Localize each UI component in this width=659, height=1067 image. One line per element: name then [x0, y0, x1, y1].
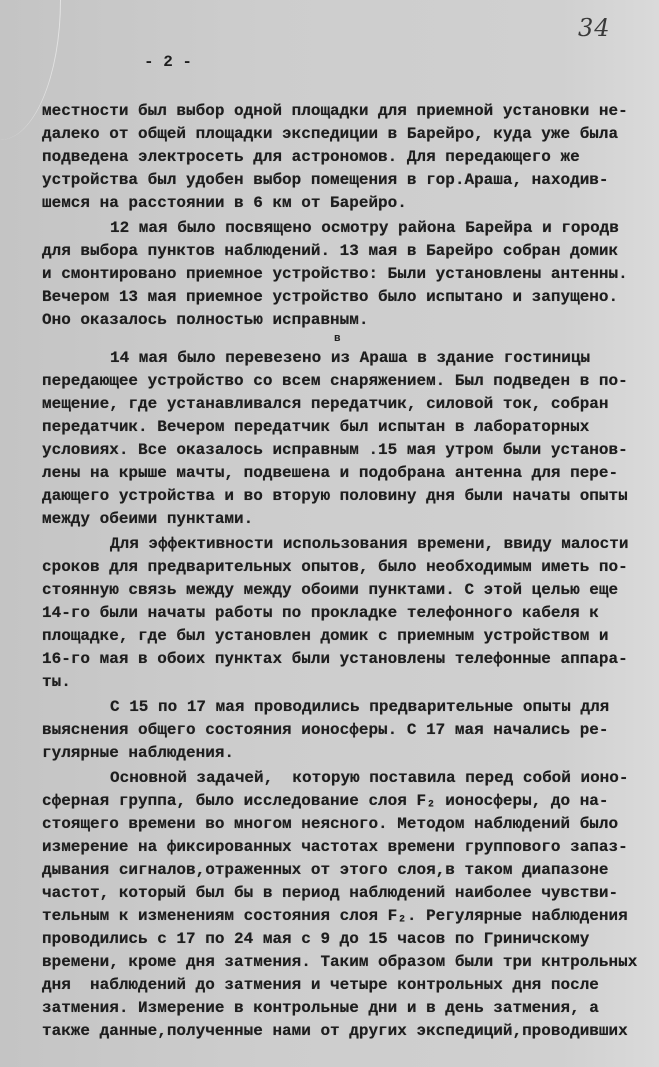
- text-line: лены на крыше мачты, подвешена и подобрана антенна для пере-: [42, 464, 619, 482]
- text-line: также данные,полученные нами от других экспедиций,проводивших: [42, 1022, 628, 1040]
- text-line: шемся на расстоянии в 6 км от Барейро.: [42, 194, 407, 212]
- text-line: стоянную связь между между обоими пунктами. С этой целью еще: [42, 581, 619, 599]
- text-line: 16-го мая в обоих пунктах были установлены телефонные аппара-: [42, 650, 628, 668]
- text-line: Вечером 13 мая приемное устройство было испытано и запущено.: [42, 288, 619, 306]
- paragraph-communication: [42, 533, 642, 694]
- text-line: площадке, где был установлен домик с приемным устройством и: [42, 627, 609, 645]
- text-line: дающего устройства и во вторую половину дня были начаты опыты: [42, 487, 628, 505]
- paragraph-main-task: [42, 767, 642, 1043]
- text-line: передающее устройство со всем снаряжением. Был подведен в по-: [42, 372, 628, 390]
- text-line: стоящего времени во многом неясного. Методом наблюдений было: [42, 815, 619, 833]
- text-line: тельным к изменениям состояния слоя F₂. Регулярные наблюдения: [42, 907, 628, 925]
- text-line: 12 мая было посвящено осмотру района Барейра и городв: [110, 219, 619, 237]
- text-line: мещение, где устанавливался передатчик, силовой ток, собран: [42, 395, 609, 413]
- text-line: для выбора пунктов наблюдений. 13 мая в Барейро собран домик: [42, 242, 619, 260]
- text-line: сроков для предварительных опытов, было необходимым иметь по-: [42, 558, 628, 576]
- text-line: дывания сигналов,отраженных от этого слоя,в таком диапазоне: [42, 861, 609, 879]
- text-line: Для эффективности использования времени, ввиду малости: [110, 535, 629, 553]
- text-line: передатчик. Вечером передатчик был испытан в лабораторных: [42, 418, 590, 436]
- paragraph-may-14: [42, 347, 642, 531]
- text-line: С 15 по 17 мая проводились предварительные опыты для: [110, 698, 610, 716]
- paragraph-may-12: [42, 217, 642, 332]
- text-line: далеко от общей площадки экспедиции в Барейро, куда уже была: [42, 125, 619, 143]
- text-line: затмения. Измерение в контрольные дни и в день затмения, а: [42, 999, 599, 1017]
- text-line: Оно оказалось полностью исправным.: [42, 311, 369, 329]
- text-line: времени, кроме дня затмения. Таким образом были три кнтрольных: [42, 953, 638, 971]
- archive-page-number: 34: [578, 14, 611, 42]
- text-line: дня наблюдений до затмения и четыре контрольных дня после: [42, 976, 599, 994]
- page-number: - 2 -: [144, 53, 193, 71]
- text-line: выяснения общего состояния ионосферы. С 17 мая начались ре-: [42, 721, 609, 739]
- text-line: проводились с 17 по 24 мая с 9 до 15 часов по Гриничскому: [42, 930, 590, 948]
- text-line: условиях. Все оказалось исправным .15 мая утром были установ-: [42, 441, 628, 459]
- text-line: ты.: [42, 673, 71, 691]
- typed-correction: в: [334, 333, 341, 345]
- text-line: устройства был удобен выбор помещения в гор.Араша, находив-: [42, 171, 609, 189]
- text-line: местности был выбор одной площадки для приемной установки не-: [42, 102, 628, 120]
- paragraph-preliminary-experiments: [42, 696, 642, 765]
- text-line: подведена электросеть для астрономов. Для передающего же: [42, 148, 580, 166]
- text-line: между обеими пунктами.: [42, 510, 254, 528]
- text-line: 14-го были начаты работы по прокладке телефонного кабеля к: [42, 604, 599, 622]
- paragraph-site-selection: [42, 100, 642, 215]
- text-line: Основной задачей, которую поставила перед собой ионо-: [110, 769, 629, 787]
- text-line: частот, который был бы в период наблюдений наиболее чувстви-: [42, 884, 619, 902]
- text-line: сферная группа, было исследование слоя F₂ ионосферы, до на-: [42, 792, 609, 810]
- text-line: гулярные наблюдения.: [42, 744, 235, 762]
- text-line: 14 мая было перевезено из Араша в здание гостиницы: [110, 349, 591, 367]
- text-line: и смонтировано приемное устройство: Были установлены антенны.: [42, 265, 628, 283]
- text-line: измерение на фиксированных частотах времени группового запаз-: [42, 838, 628, 856]
